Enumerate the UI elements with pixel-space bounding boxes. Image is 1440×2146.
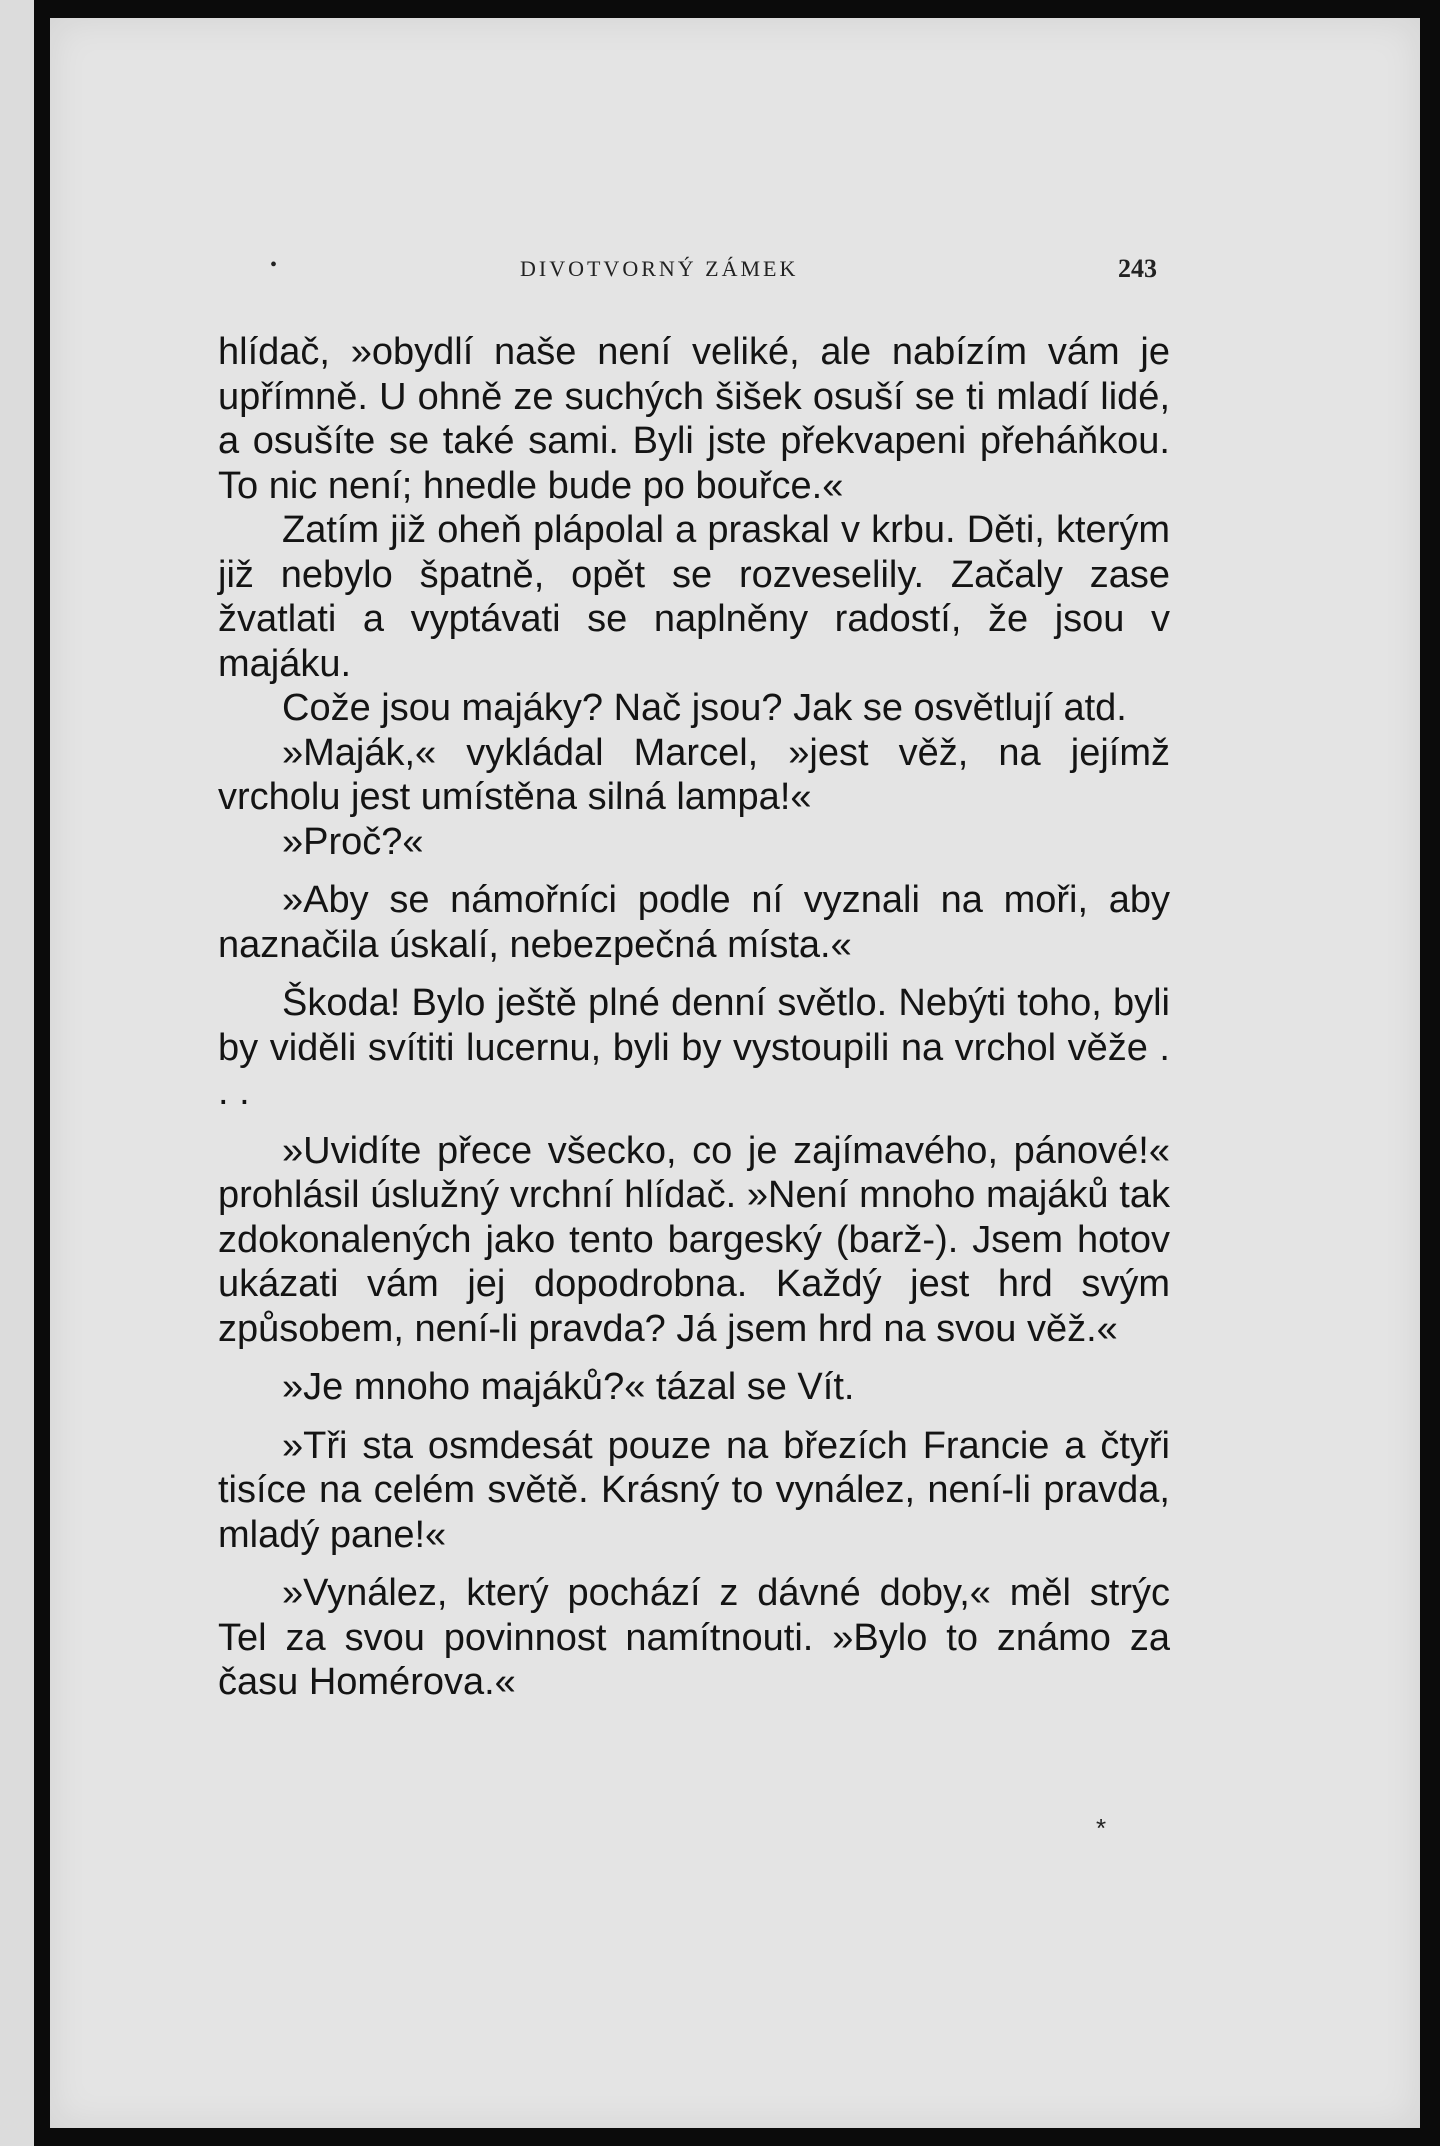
paragraph: »Vynález, který pochází z dávné doby,« měl strýc Tel za svou povinnost namítnouti. »Bylo to známo za času Homérova.« (218, 1572, 1170, 1703)
book-page (50, 18, 1420, 2128)
adjacent-page-edge (0, 0, 34, 2146)
paragraph: »Tři sta osmdesát pouze na březích Francie a čtyři tisíce na celém světě. Krásný to vynález, není-li pravda, mladý pane!« (218, 1424, 1170, 1556)
running-header (50, 254, 1420, 284)
page-number: 243 (1118, 254, 1157, 283)
paragraph: »Aby se námořníci podle ní vyznali na moři, aby naznačila úskalí, nebezpečná místa.« (218, 879, 1170, 966)
paragraph: Cože jsou majáky? Nač jsou? Jak se osvětlují atd. (282, 687, 1127, 729)
paragraph: »Maják,« vykládal Marcel, »jest věž, na jejímž vrcholu jest umístěna silná lampa!« (218, 731, 1170, 818)
running-title: DIVOTVORNÝ ZÁMEK (520, 256, 799, 281)
paragraph: »Proč?« (282, 820, 424, 863)
body-text (218, 330, 1170, 1705)
paragraph: Zatím již oheň plápolal a praskal v krbu. Děti, kterým již nebylo špatně, opět se rozveselily. Začaly zase žvatlati a vyptávati se naplněny radostí, že jsou v majáku. (218, 509, 1170, 685)
paragraph: hlídač, »obydlí naše není veliké, ale nabízím vám je upřímně. U ohně ze suchých šišek osuší se ti mladí lidé, a osušíte se také sami. Byli jste překvapeni přeháňkou. To nic není; hnedle bude po bouřce.« (218, 331, 1170, 507)
paragraph: Škoda! Bylo ještě plné denní světlo. Nebýti toho, byli by viděli svítiti lucernu, byli by vystoupili na vrchol věže . . . (218, 982, 1170, 1113)
header-dot: • (270, 254, 278, 276)
paragraph: »Uvidíte přece všecko, co je zajímavého, pánové!« prohlásil úslužný vrchní hlídač. »Není mnoho majáků tak zdokonalených jako tento bargeský (barž-). Jsem hotov ukázati vám jej dopodrobna. Každý jest hrd svým způsobem, není-li pravda? Já jsem hrd na svou věž.« (218, 1129, 1170, 1350)
paragraph: »Je mnoho majáků?« tázal se Vít. (282, 1366, 855, 1408)
footer-mark: * (1096, 1813, 1107, 1843)
